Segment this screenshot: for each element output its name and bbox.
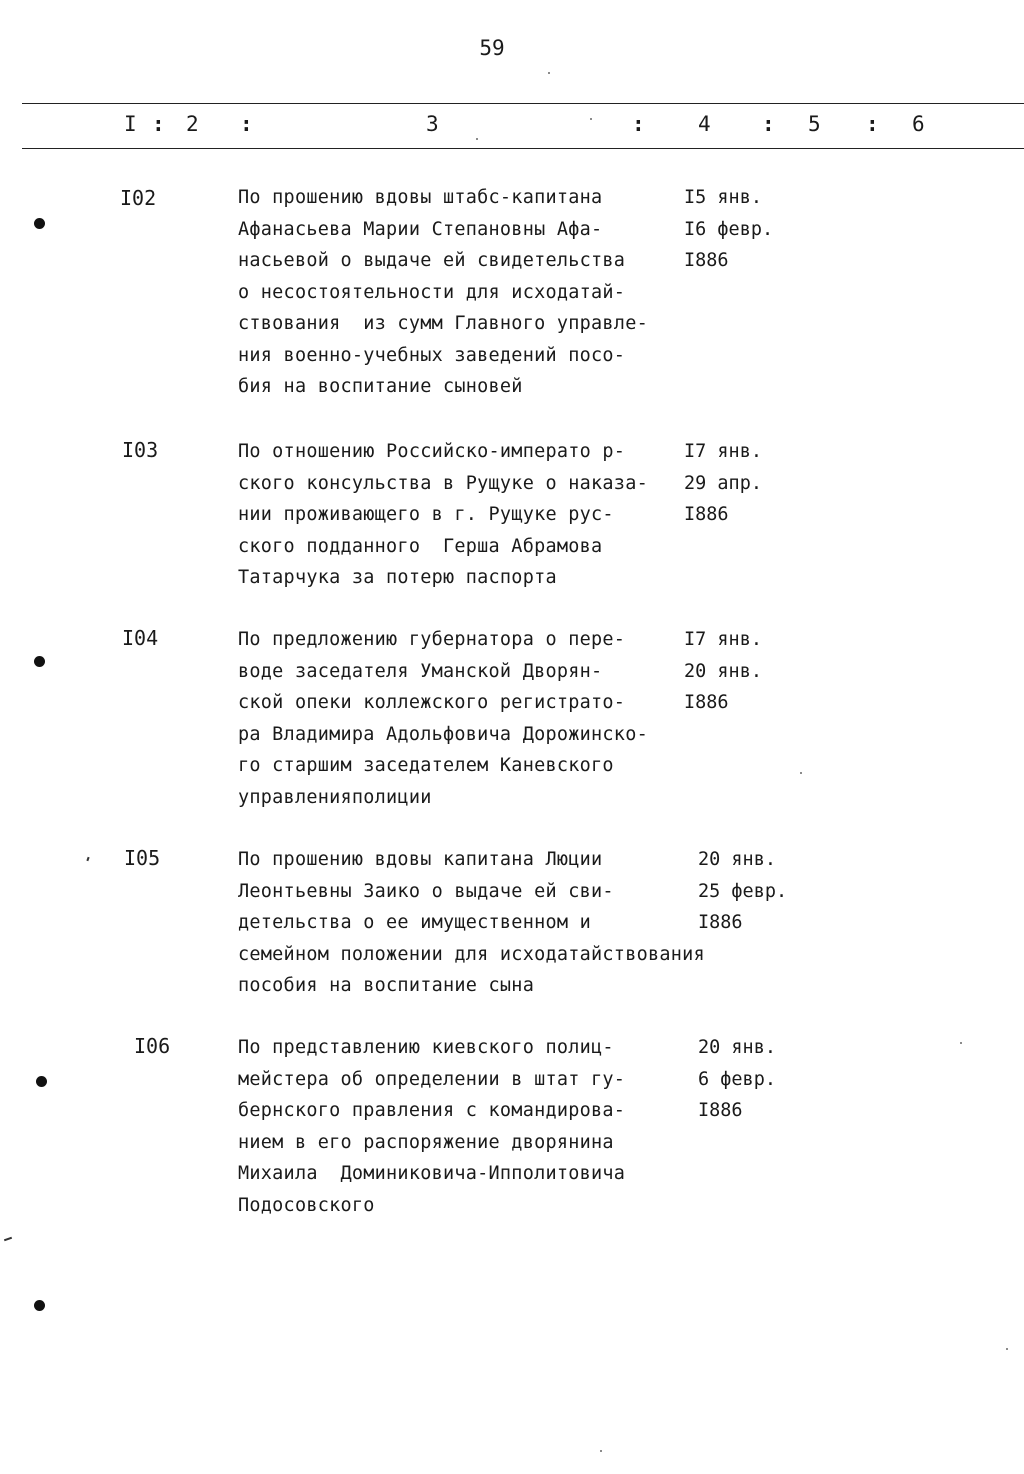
scan-speck bbox=[1006, 1348, 1008, 1350]
scan-speck bbox=[590, 118, 592, 120]
scan-speck bbox=[960, 1042, 962, 1044]
scan-speck bbox=[476, 138, 478, 140]
binder-hole bbox=[34, 218, 45, 229]
column-header-1: I bbox=[124, 112, 137, 136]
scan-speck bbox=[600, 1450, 602, 1452]
column-header-4: 4 bbox=[698, 112, 711, 136]
entry-description: По предложению губернатора о пере- воде заседателя Уманской Дворян- ской опеки коллежского регистрато- ра Владимира Адольфовича Дорожинско- го старшим заседателем Каневского управленияполиции bbox=[238, 629, 648, 808]
entry-dates: 20 янв. 25 февр. I886 bbox=[698, 849, 788, 933]
entry-dates: I7 янв. 29 апр. I886 bbox=[684, 441, 762, 525]
page-number: 59 bbox=[479, 36, 505, 60]
entry-description: По отношению Российско-императо р- ского консульства в Рущуке о наказа- нии проживающего в г. Рущуке рус- ского подданного Герша Абрамова Татарчука за потерю паспорта bbox=[238, 441, 648, 588]
entry-dates: I7 янв. 20 янв. I886 bbox=[684, 629, 762, 713]
entry-number: I02 bbox=[120, 186, 157, 210]
column-separator: : bbox=[240, 112, 253, 136]
column-separator: : bbox=[762, 112, 775, 136]
entry-number: I04 bbox=[122, 626, 159, 650]
table-header-top-rule bbox=[22, 103, 1024, 104]
entry-dates: 20 янв. 6 февр. I886 bbox=[698, 1037, 776, 1121]
column-header-6: 6 bbox=[912, 112, 925, 136]
entry-description: По прошению вдовы штабс-капитана Афанасьева Марии Степановны Афа- насьевой о выдаче ей свидетельства о несостоятельности для исходатай- ствования из сумм Главного управле- ния военно-учебных заведений посо- бия на воспитание сыновей bbox=[238, 187, 648, 397]
column-separator: : bbox=[632, 112, 645, 136]
entry-description: По представлению киевского полиц- мейстера об определении в штат гу- бернского правления с командирова- нием в его распоряжение дворянина Михаила Доминиковича-Ипполитовича Подосовского bbox=[238, 1037, 626, 1216]
column-header-5: 5 bbox=[808, 112, 821, 136]
scan-speck bbox=[548, 72, 550, 74]
scan-mark bbox=[4, 1237, 12, 1242]
scan-mark bbox=[86, 857, 89, 861]
scan-speck bbox=[800, 772, 802, 774]
entry-number: I05 bbox=[124, 846, 161, 870]
entry-description: По прошению вдовы капитана Люции Леонтьевны Заико о выдаче ей сви- детельства о ее имущественном и семейном положении для исходатайствования пособия на воспитание сына bbox=[238, 849, 705, 996]
binder-hole bbox=[34, 656, 45, 667]
entry-number: I03 bbox=[122, 438, 159, 462]
column-separator: : bbox=[152, 112, 165, 136]
column-header-2: 2 bbox=[186, 112, 199, 136]
binder-hole bbox=[34, 1300, 45, 1311]
table-header-bottom-rule bbox=[22, 148, 1024, 149]
column-header-3: 3 bbox=[426, 112, 439, 136]
entry-number: I06 bbox=[134, 1034, 171, 1058]
binder-hole bbox=[36, 1076, 47, 1087]
column-separator: : bbox=[866, 112, 879, 136]
entry-dates: I5 янв. I6 февр. I886 bbox=[684, 187, 774, 271]
